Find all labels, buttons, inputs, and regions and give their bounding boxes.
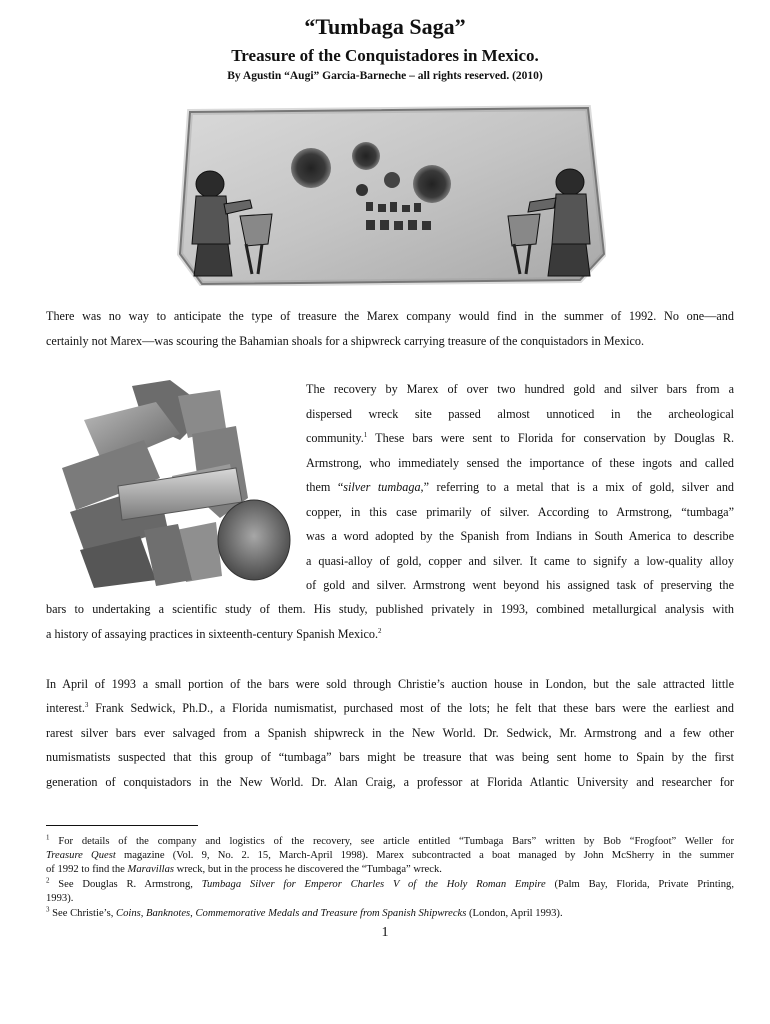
paragraph-line: In April of 1993 a small portion of the bars were sold through Christie’s auction house in London, but the sale attracted little [46, 677, 734, 691]
paragraph-line: The recovery by Marex of over two hundred gold and silver bars from a [306, 382, 734, 396]
paragraph-line: numismatists suspected that this group of “tumbaga” bars might be treasure that was being sent home to Spain by the first [46, 750, 734, 764]
footnote-divider [46, 825, 198, 826]
footnote-ref[interactable]: 3 [84, 700, 89, 709]
paragraph-line: Armstrong, who immediately sensed the importance of these ingots and called [306, 456, 734, 470]
page-number: 1 [381, 925, 389, 940]
paragraph-line: interest.$^3$ Frank Sedwick, Ph.D., a Florida numismatist, purchased most of the lots; he felt that these bars were the earliest and [46, 700, 734, 715]
paragraph-line: community.$^1$ These bars were sent to Florida for conservation by Douglas R. [306, 430, 734, 445]
banner-image [176, 104, 606, 286]
footnote-2-line: 1993). [46, 893, 74, 904]
author-byline: By Agustin “Augi” Garcia-Barneche – all rights reserved. (2010) [227, 70, 543, 82]
paragraph-line: a history of assaying practices in sixteenth-century Spanish Mexico.$^2$ [46, 626, 382, 641]
paragraph-line: of gold and silver. Armstrong went beyond his assigned task of preserving the [306, 578, 734, 592]
footnote-ref[interactable]: 1 [363, 430, 368, 439]
footnote-1: $^1$ For details of the company and logistics of the recovery, see article entitled “Tumbaga Bars” written by Bob “Frogfoot” Weller for [46, 833, 734, 847]
paragraph-line: was a word adopted by the Spanish from Indians in South America to describe [306, 529, 734, 543]
footnote-3: $^3$ See Christie’s, Coins, Banknotes, Commemorative Medals and Treasure from Spanish Shipwrecks (London, April 1993). [46, 905, 563, 919]
paragraph-line: rarest silver bars ever salvaged from a Spanish shipwreck in the New World. Dr. Sedwick, Mr. Armstrong and a few other [46, 726, 734, 740]
footnote-1-line: Treasure Quest magazine (Vol. 9, No. 2. 15, March-April 1998). Marex subcontracted a boat managed by John McSherry in the summer [46, 850, 734, 861]
paragraph-line: them “silver tumbaga,” referring to a metal that is a mix of gold, silver and [306, 480, 735, 494]
paragraph-line: bars to undertaking a scientific study of them. His study, published privately in 1993, combined metallurgical analysis with [46, 602, 734, 616]
paragraph-line: certainly not Marex—was scouring the Bahamian shoals for a shipwreck carrying treasure of the conquistadors in Mexico. [46, 334, 645, 348]
bars-photo [60, 380, 292, 592]
document-subtitle: Treasure of the Conquistadores in Mexico. [231, 46, 539, 65]
paragraph-line: a quasi-alloy of gold, copper and silver. It came to signify a low-quality alloy [306, 554, 734, 568]
paragraph-line: There was no way to anticipate the type of treasure the Marex company would find in the summer of 1992. No one—and [46, 309, 734, 323]
paragraph-line: generation of conquistadors in the New World. Dr. Alan Craig, a professor at Florida Atlantic University and researcher for [46, 775, 734, 789]
footnote-ref[interactable]: 2 [378, 626, 382, 635]
footnote-2: $^2$ See Douglas R. Armstrong, Tumbaga Silver for Emperor Charles V of the Holy Roman Empire (Palm Bay, Florida, Private Printing, [46, 876, 734, 890]
paragraph-line: dispersed wreck site passed almost unnoticed in the archeological [306, 407, 734, 421]
footnote-1-line: of 1992 to find the Maravillas wreck, but in the process he discovered the “Tumbaga” wreck. [46, 864, 442, 875]
document-title: “Tumbaga Saga” [304, 14, 466, 39]
paragraph-line: copper, in this case primarily of silver. According to Armstrong, “tumbaga” [306, 505, 734, 519]
